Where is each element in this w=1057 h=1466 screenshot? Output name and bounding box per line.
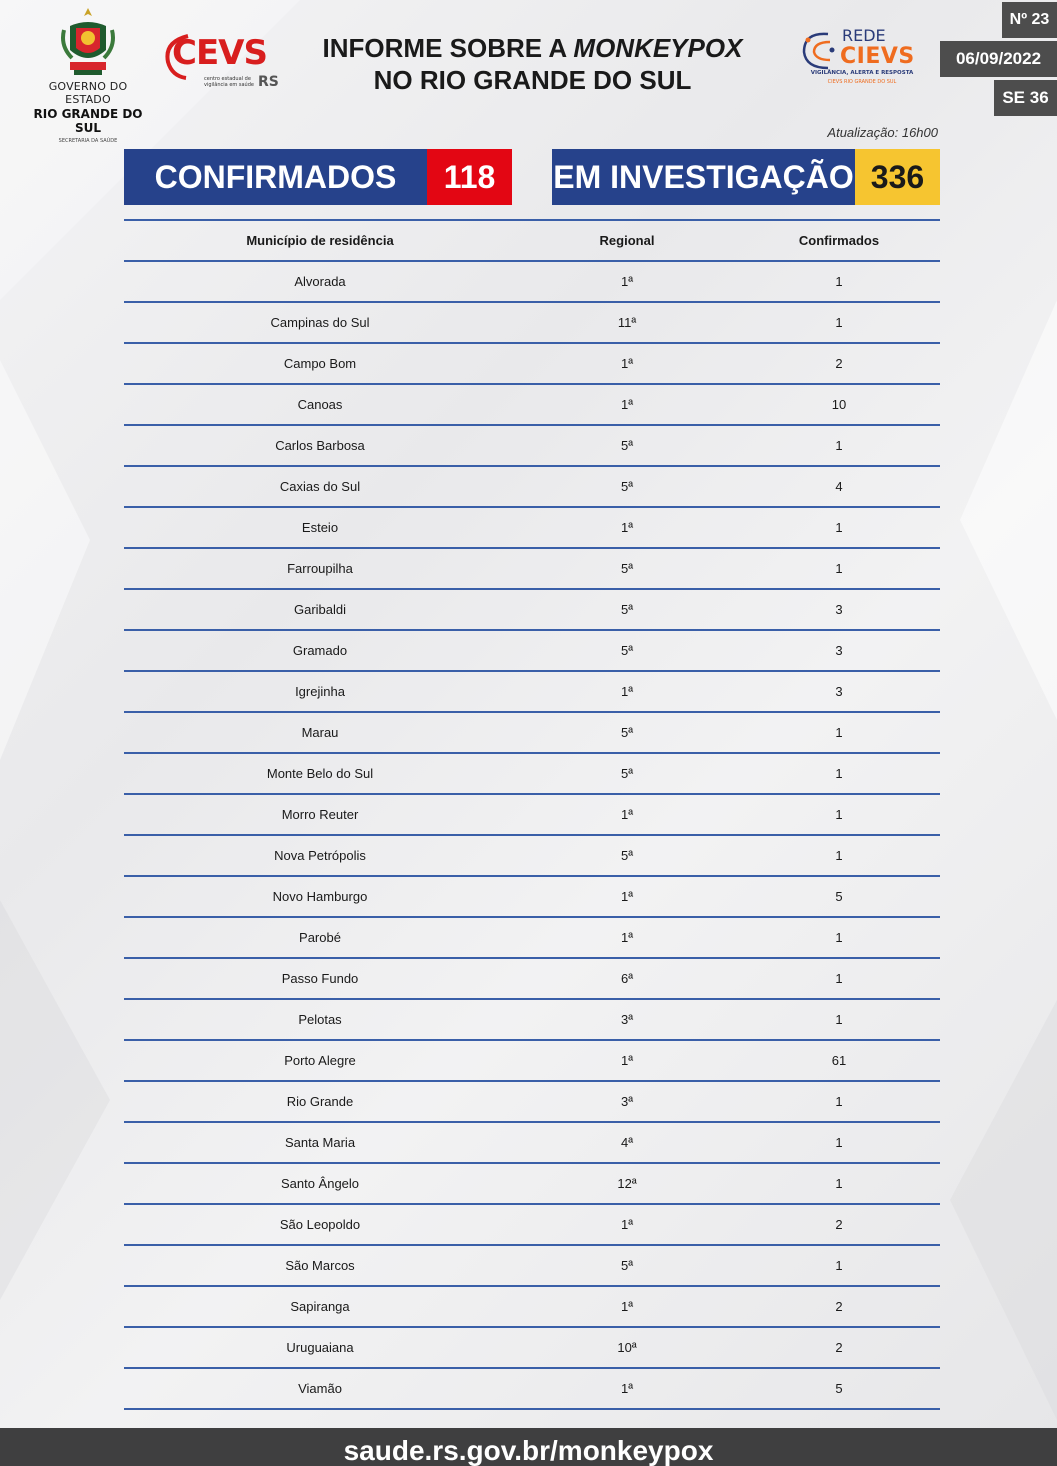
gov-line-3: SECRETARIA DA SAÚDE [58, 138, 118, 144]
cell-confirmed: 1 [835, 520, 843, 535]
table-row [124, 549, 940, 590]
gov-line-1: GOVERNO DO ESTADO [48, 80, 128, 106]
cell-municipality: Garibaldi [293, 602, 347, 617]
cell-regional: 5ª [620, 848, 634, 863]
cell-confirmed: 2 [835, 356, 843, 371]
cell-municipality: Passo Fundo [281, 971, 359, 986]
cell-confirmed: 2 [835, 1299, 843, 1314]
cell-confirmed: 1 [835, 971, 843, 986]
column-header-regional: Regional [599, 233, 655, 248]
cell-confirmed: 1 [835, 930, 843, 945]
cell-municipality: Parobé [299, 930, 341, 945]
cell-regional: 5ª [620, 766, 634, 781]
cell-municipality: Porto Alegre [284, 1053, 356, 1068]
cell-municipality: Nova Petrópolis [274, 848, 366, 863]
cell-regional: 5ª [620, 1258, 634, 1273]
cell-confirmed: 1 [835, 1176, 843, 1191]
cell-municipality: Campinas do Sul [270, 315, 370, 330]
cell-regional: 11ª [617, 315, 637, 330]
footer-url: saude.rs.gov.br/monkeypox [0, 1428, 1057, 1466]
cell-regional: 3ª [620, 1012, 634, 1027]
cell-confirmed: 5 [835, 889, 843, 904]
cell-municipality: Sapiranga [290, 1299, 350, 1314]
cell-municipality: São Marcos [285, 1258, 355, 1273]
table-header-row [124, 221, 940, 262]
table-row [124, 385, 940, 426]
cell-municipality: Canoas [297, 397, 343, 412]
cell-confirmed: 61 [831, 1053, 847, 1068]
cell-regional: 5ª [620, 479, 634, 494]
cell-regional: 5ª [620, 643, 634, 658]
cell-municipality: Novo Hamburgo [272, 889, 368, 904]
title-line1-italic: MONKEYPOX [573, 33, 743, 63]
table-row [124, 1205, 940, 1246]
table-row [124, 508, 940, 549]
cell-confirmed: 1 [835, 1012, 843, 1027]
table-row [124, 1328, 940, 1369]
cell-regional: 1ª [620, 930, 634, 945]
cell-municipality: Viamão [298, 1381, 342, 1396]
table-row [124, 303, 940, 344]
cevs-subtitle: centro estadual de vigilância em saúde [204, 76, 254, 88]
cell-municipality: Carlos Barbosa [275, 438, 365, 453]
cell-confirmed: 1 [835, 438, 843, 453]
cell-confirmed: 1 [835, 725, 843, 740]
gov-line-2: RIO GRANDE DO SUL [33, 107, 143, 135]
column-header-confirmed: Confirmados [798, 233, 880, 248]
cievs-wordmark: CIEVS [840, 44, 915, 69]
cell-regional: 1ª [620, 1381, 634, 1396]
cell-regional: 3ª [620, 1094, 634, 1109]
table-row [124, 1000, 940, 1041]
cell-regional: 1ª [620, 889, 634, 904]
cell-municipality: Gramado [292, 643, 348, 658]
table-row [124, 631, 940, 672]
table-row [124, 590, 940, 631]
cevs-wordmark: CEVS [172, 33, 267, 73]
cevs-rs: RS [258, 74, 279, 90]
table-row [124, 1123, 940, 1164]
cievs-tagline-2: CIEVS RIO GRANDE DO SUL [827, 79, 897, 85]
cell-confirmed: 10 [831, 397, 847, 412]
table-row [124, 344, 940, 385]
cievs-logo [798, 24, 923, 90]
cell-municipality: Morro Reuter [281, 807, 359, 822]
cevs-logo [162, 30, 287, 92]
title-line1-prefix: INFORME SOBRE A [322, 33, 574, 63]
confirmed-label: CONFIRMADOS [124, 149, 427, 205]
cell-confirmed: 5 [835, 1381, 843, 1396]
table-row [124, 918, 940, 959]
table-row [124, 877, 940, 918]
cell-confirmed: 3 [835, 602, 843, 617]
cell-confirmed: 2 [835, 1217, 843, 1232]
cell-regional: 1ª [620, 1299, 634, 1314]
table-row [124, 426, 940, 467]
cell-regional: 1ª [620, 274, 634, 289]
investigation-value: 336 [855, 149, 940, 205]
rs-government-logo [26, 6, 150, 144]
cell-regional: 10ª [617, 1340, 637, 1355]
cell-regional: 5ª [620, 561, 634, 576]
date-badge: 06/09/2022 [940, 41, 1057, 77]
cell-confirmed: 1 [835, 766, 843, 781]
cell-regional: 1ª [620, 1053, 634, 1068]
cell-municipality: Pelotas [298, 1012, 342, 1027]
table-row [124, 262, 940, 303]
table-row [124, 1041, 940, 1082]
table-row [124, 1369, 940, 1410]
confirmed-value: 118 [427, 149, 512, 205]
cell-municipality: Campo Bom [283, 356, 357, 371]
table-row [124, 795, 940, 836]
table-row [124, 467, 940, 508]
cell-municipality: Alvorada [294, 274, 346, 289]
cell-regional: 1ª [620, 684, 634, 699]
cell-confirmed: 1 [835, 807, 843, 822]
cell-municipality: Monte Belo do Sul [266, 766, 374, 781]
table-row [124, 959, 940, 1000]
column-header-municipality: Município de residência [246, 233, 394, 248]
cell-municipality: São Leopoldo [279, 1217, 361, 1232]
cell-confirmed: 1 [835, 561, 843, 576]
cell-municipality: Uruguaiana [286, 1340, 354, 1355]
cell-regional: 5ª [620, 438, 634, 453]
cell-confirmed: 1 [835, 848, 843, 863]
cell-municipality: Rio Grande [286, 1094, 354, 1109]
cell-regional: 5ª [620, 725, 634, 740]
table-row [124, 754, 940, 795]
cell-regional: 1ª [620, 807, 634, 822]
epi-week-badge: SE 36 [994, 80, 1057, 116]
cell-regional: 1ª [620, 520, 634, 535]
cell-regional: 1ª [620, 356, 634, 371]
coat-of-arms-icon [58, 6, 118, 78]
cell-municipality: Santo Ângelo [280, 1176, 360, 1191]
cell-regional: 5ª [620, 602, 634, 617]
table-row [124, 1246, 940, 1287]
cell-regional: 1ª [620, 1217, 634, 1232]
cell-municipality: Igrejinha [295, 684, 345, 699]
cell-confirmed: 3 [835, 643, 843, 658]
investigation-label: EM INVESTIGAÇÃO [552, 149, 855, 205]
cell-confirmed: 3 [835, 684, 843, 699]
cell-confirmed: 4 [835, 479, 843, 494]
title-line2: NO RIO GRANDE DO SUL [373, 65, 692, 95]
cell-confirmed: 1 [835, 1094, 843, 1109]
cell-municipality: Farroupilha [287, 561, 353, 576]
table-row [124, 713, 940, 754]
cell-municipality: Esteio [301, 520, 339, 535]
cell-regional: 1ª [620, 397, 634, 412]
table-row [124, 1082, 940, 1123]
bulletin-number-badge: Nº 23 [1002, 2, 1057, 38]
table-row [124, 1164, 940, 1205]
cell-regional: 12ª [617, 1176, 637, 1191]
cell-municipality: Caxias do Sul [279, 479, 361, 494]
investigation-stat [552, 149, 940, 205]
cell-confirmed: 1 [835, 1258, 843, 1273]
confirmed-stat [124, 149, 512, 205]
cell-regional: 6ª [620, 971, 634, 986]
cell-confirmed: 2 [835, 1340, 843, 1355]
cell-confirmed: 1 [835, 315, 843, 330]
cievs-tagline: VIGILÂNCIA, ALERTA E RESPOSTA [810, 70, 914, 76]
cell-regional: 4ª [620, 1135, 634, 1150]
table-row [124, 672, 940, 713]
table-row [124, 1287, 940, 1328]
cell-confirmed: 1 [835, 1135, 843, 1150]
cases-table [124, 219, 940, 1410]
cell-confirmed: 1 [835, 274, 843, 289]
cievs-globe-icon [798, 28, 838, 72]
cievs-rede: REDE [842, 26, 886, 45]
table-row [124, 836, 940, 877]
update-time: Atualização: 16h00 [827, 125, 938, 140]
cell-municipality: Santa Maria [284, 1135, 356, 1150]
page-title [310, 32, 755, 96]
cell-municipality: Marau [301, 725, 339, 740]
